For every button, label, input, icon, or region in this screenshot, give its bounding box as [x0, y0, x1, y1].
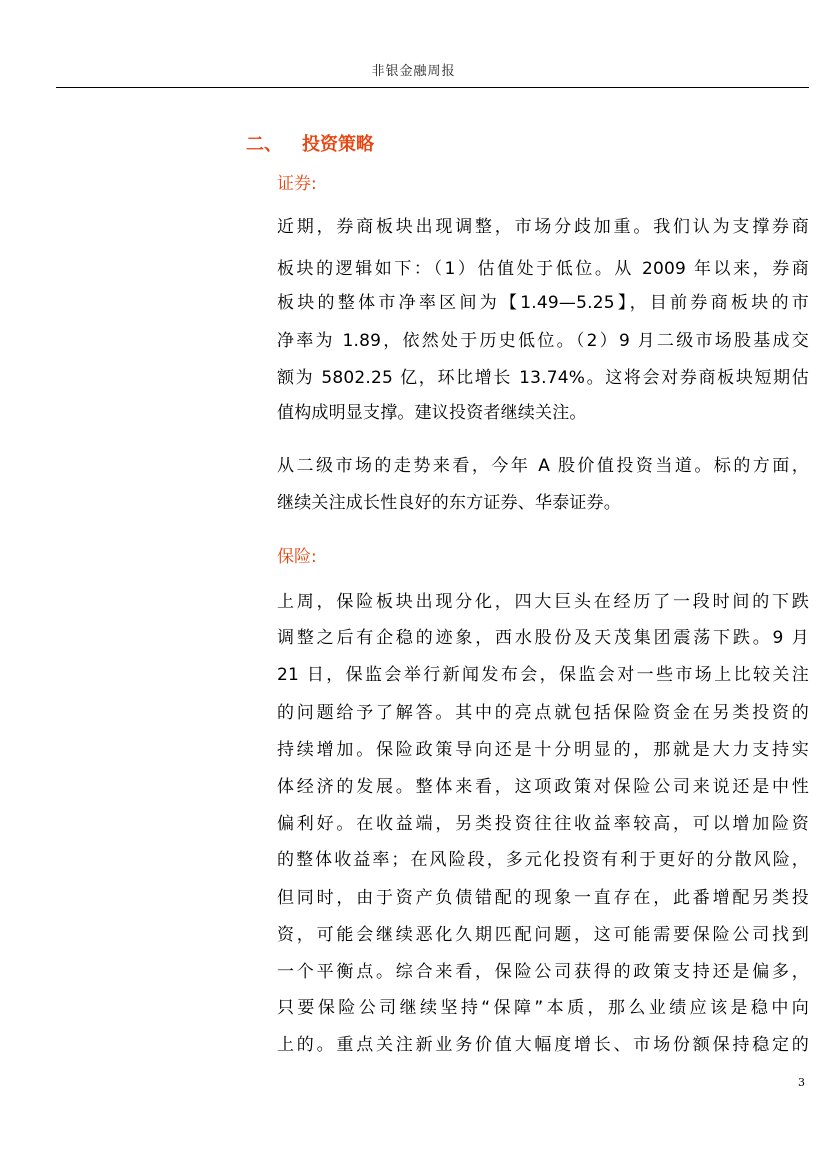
- insurance-para1-line: 资，可能会继续恶化久期匹配问题，这可能需要保险公司找到: [277, 925, 809, 945]
- insurance-para1-line: 上的。重点关注新业务价值大幅度增长、市场份额保持稳定的: [277, 1035, 809, 1055]
- insurance-para1-line: 偏利好。在收益端，另类投资往往收益率较高，可以增加险资: [277, 814, 809, 834]
- insurance-para1-line: 的问题给予了解答。其中的亮点就包括保险资金在另类投资的: [277, 703, 809, 723]
- insurance-para1-line: 调整之后有企稳的迹象，西水股份及天茂集团震荡下跌。9 月: [277, 628, 809, 648]
- securities-para1-line: 额为 5802.25 亿，环比增长 13.74%。这将会对券商板块短期估: [277, 368, 809, 388]
- securities-para1-line: 板块的逻辑如下：（1）估值处于低位。从 2009 年以来，券商: [277, 259, 809, 279]
- section-title: [246, 130, 374, 156]
- insurance-para1-line: 的整体收益率；在风险段，多元化投资有利于更好的分散风险，: [277, 850, 809, 870]
- section-number: 二、: [246, 134, 282, 155]
- insurance-para1-line: 一个平衡点。综合来看，保险公司获得的政策支持还是偏多，: [277, 962, 809, 982]
- insurance-heading: 保险:: [277, 547, 317, 567]
- securities-para1-line: 值构成明显支撑。建议投资者继续关注。: [277, 403, 587, 423]
- securities-heading: 证券:: [277, 174, 317, 194]
- section-title-text: 投资策略: [302, 134, 374, 155]
- securities-para1-line: 净率为 1.89，依然处于历史低位。（2）9 月二级市场股基成交: [277, 331, 809, 351]
- securities-para2-line: 从二级市场的走势来看，今年 A 股价值投资当道。标的方面，: [277, 456, 809, 476]
- page-number: 3: [798, 1076, 805, 1089]
- insurance-para1-line: 体经济的发展。整体来看，这项政策对保险公司来说还是中性: [277, 777, 809, 797]
- securities-para1-line: 近期，券商板块出现调整，市场分歧加重。我们认为支撑券商: [277, 217, 809, 237]
- header-divider: [56, 87, 809, 88]
- insurance-para1-line: 但同时，由于资产负债错配的现象一直存在，此番增配另类投: [277, 888, 809, 908]
- insurance-para1-line: 只要保险公司继续坚持“保障”本质，那么业绩应该是稳中向: [277, 998, 809, 1018]
- page-header-title: 非银金融周报: [371, 64, 456, 79]
- securities-para2-line: 继续关注成长性良好的东方证券、华泰证券。: [277, 493, 621, 513]
- securities-para1-line: 板块的整体市净率区间为【1.49—5.25】，目前券商板块的市: [277, 293, 809, 313]
- insurance-para1-line: 持续增加。保险政策导向还是十分明显的，那就是大力支持实: [277, 740, 809, 760]
- insurance-para1-line: 上周，保险板块出现分化，四大巨头在经历了一段时间的下跌: [277, 592, 809, 612]
- insurance-para1-line: 21 日，保监会举行新闻发布会，保监会对一些市场上比较关注: [277, 665, 809, 685]
